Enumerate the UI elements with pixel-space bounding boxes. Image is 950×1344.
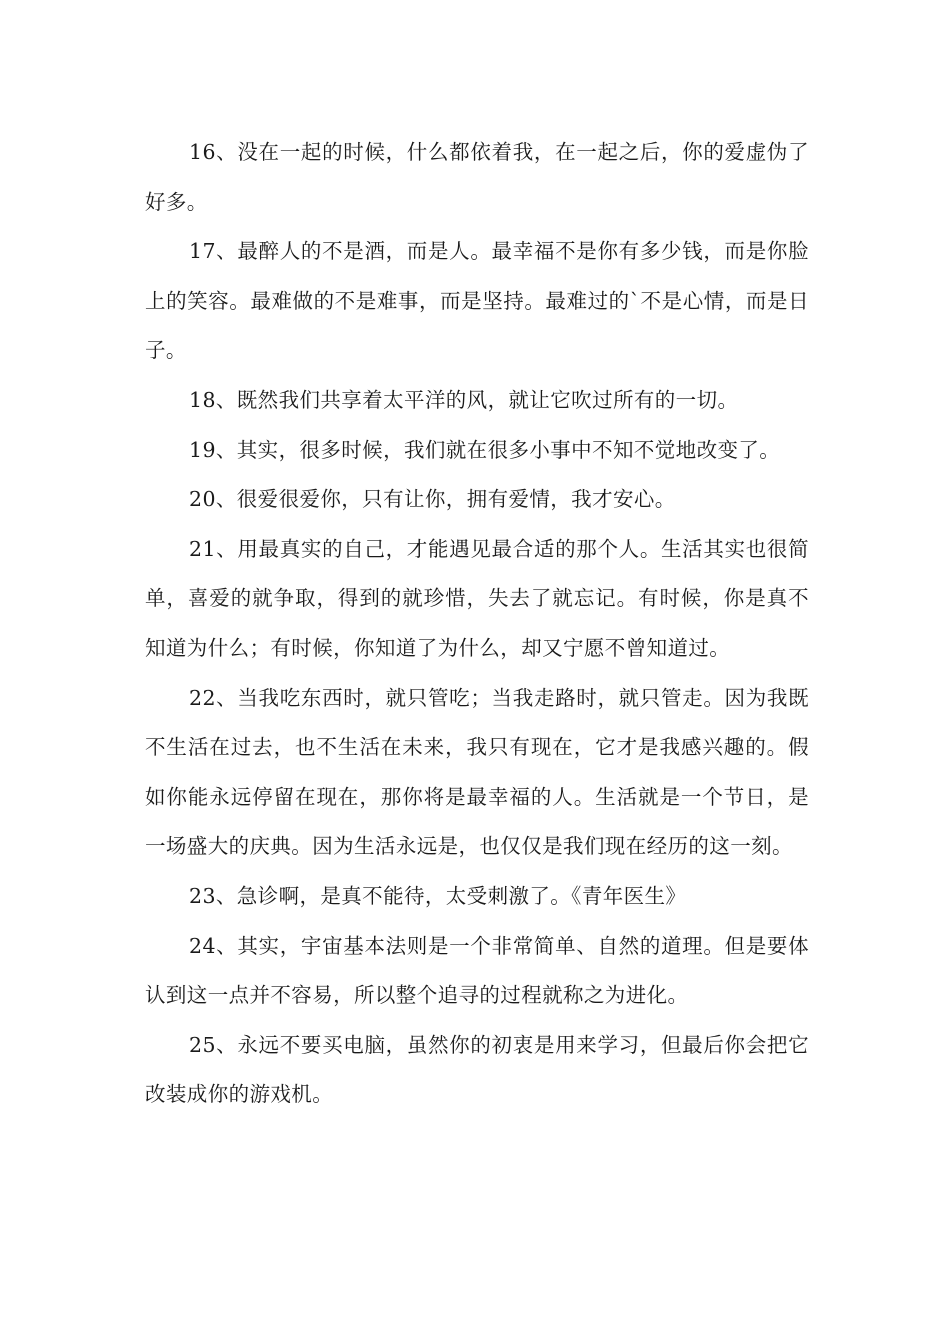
paragraph-18: 18、既然我们共享着太平洋的风，就让它吹过所有的一切。: [189, 387, 739, 412]
paragraph-21: 21、用最真实的自己，才能遇见最合适的那个人。生活其实也很简单，喜爱的就争取，得到的就珍惜，失去了就忘记。有时候，你是真不知道为什么；有时候，你知道了为什么，却又宁愿不曾知道过。: [145, 536, 809, 660]
paragraph-20: 20、很爱很爱你，只有让你，拥有爱情，我才安心。: [189, 487, 676, 512]
document-body: [145, 128, 809, 1120]
paragraph-23: 23、急诊啊，是真不能待，太受刺激了。《青年医生》: [189, 883, 687, 908]
paragraph-24: 24、其实，宇宙基本法则是一个非常简单、自然的道理。但是要体认到这一点并不容易，所以整个追寻的过程就称之为进化。: [145, 933, 809, 1008]
paragraph-25: 25、永远不要买电脑，虽然你的初衷是用来学习，但最后你会把它改装成你的游戏机。: [145, 1032, 809, 1107]
paragraph-16: 16、没在一起的时候，什么都依着我，在一起之后，你的爱虚伪了好多。: [145, 140, 809, 214]
paragraph-17: 17、最醉人的不是酒，而是人。最幸福不是你有多少钱，而是你脸上的笑容。最难做的不是难事，而是坚持。最难过的`不是心情，而是日子。: [145, 239, 809, 363]
paragraph-19: 19、其实，很多时候，我们就在很多小事中不知不觉地改变了。: [189, 437, 781, 462]
paragraph-22: 22、当我吃东西时，就只管吃；当我走路时，就只管走。因为我既不生活在过去，也不生活在未来，我只有现在，它才是我感兴趣的。假如你能永远停留在现在，那你将是最幸福的人。生活就是一个节日，是一场盛大的庆典。因为生活永远是，也仅仅是我们现在经历的这一刻。: [145, 685, 809, 859]
